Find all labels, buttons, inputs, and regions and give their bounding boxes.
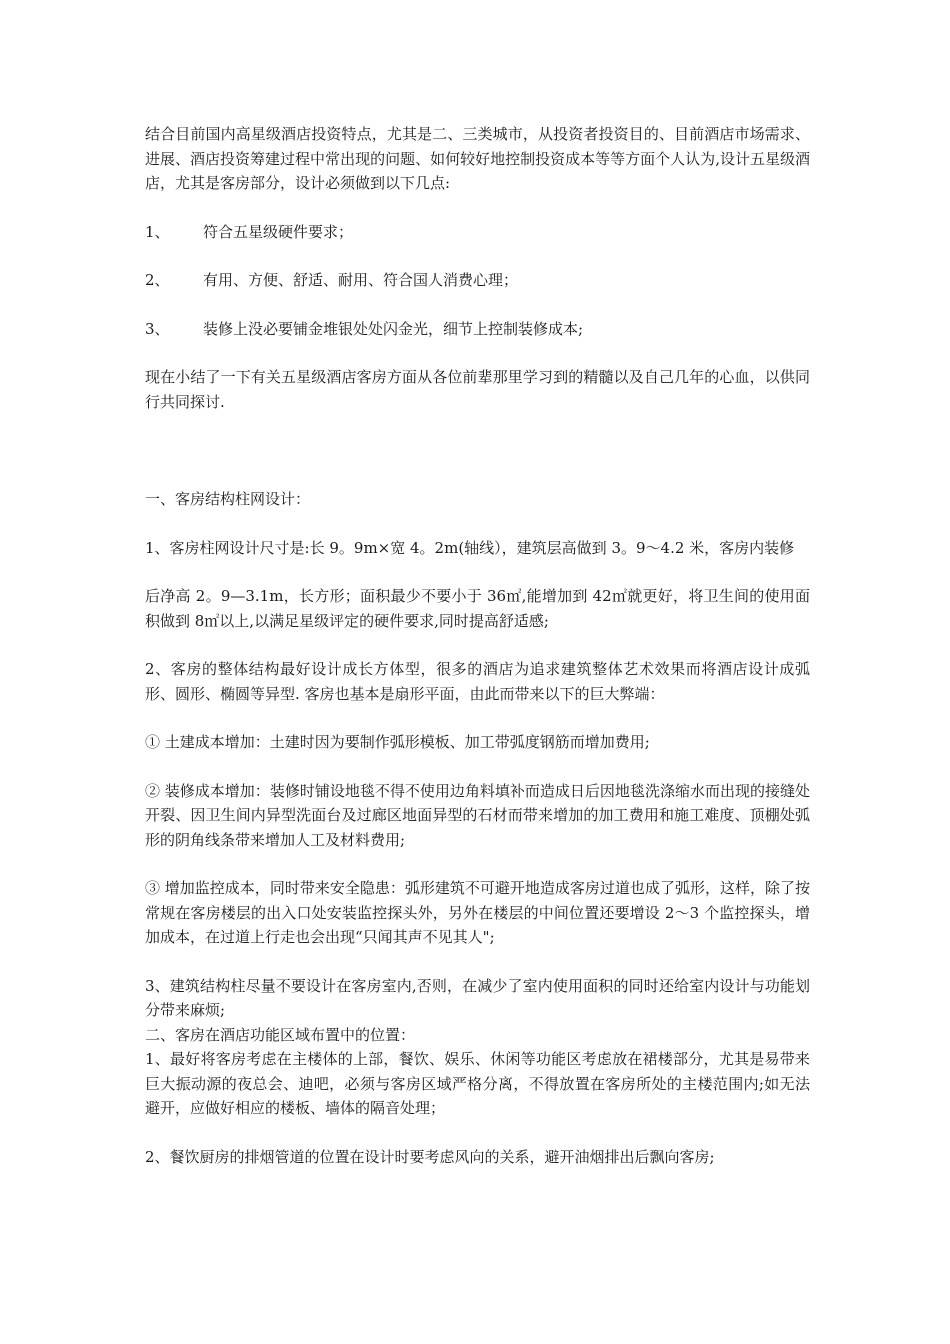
intro-summary-paragraph: 现在小结了一下有关五星级酒店客房方面从各位前辈那里学习到的精髓以及自己几年的心血，以供同行共同探讨. bbox=[145, 368, 810, 411]
section1-paragraph-decoration-cost: ② 装修成本增加：装修时铺设地毯不得不使用边角料填补而造成日后因地毯洗涤缩水而出现的接缝处开裂、因卫生间内异型洗面台及过廊区地面异型的石材而带来增加的加工费用和施工难度、顶棚处弧形的阴角线条带来增加人工及材料费用; bbox=[145, 781, 810, 849]
list-item bbox=[145, 317, 810, 342]
section1-paragraph-column-grid: 1、客房柱网设计尺寸是:长 9。9m×宽 4。2m(轴线），建筑层高做到 3。9～4.2 米，客房内装修 bbox=[145, 538, 795, 557]
list-item-number: 1、 bbox=[145, 222, 170, 241]
section1-paragraph-columns: 3、建筑结构柱尽量不要设计在客房室内,否则，在减少了室内使用面积的同时还给室内设计与功能划分带来麻烦; bbox=[145, 976, 810, 1019]
list-item bbox=[145, 268, 810, 293]
section1-paragraph-clear-height: 后净高 2。9—3.1m，长方形；面积最少不要小于 36㎡,能增加到 42㎡就更好，将卫生间的使用面积做到 8㎡以上,以满足星级评定的硬件要求,同时提高舒适感; bbox=[145, 587, 810, 630]
section1-paragraph-monitoring-cost: ③ 增加监控成本，同时带来安全隐患：弧形建筑不可避开地造成客房过道也成了弧形，这样，除了按常规在客房楼层的出入口处安装监控探头外，另外在楼层的中间位置还要增设 2～3 个监控探头，增加成本，在过道上行走也会出现“只闻其声不见其人"; bbox=[145, 879, 810, 946]
section1-paragraph-shape: 2、客房的整体结构最好设计成长方体型，很多的酒店为追求建筑整体艺术效果而将酒店设计成弧形、圆形、椭圆等异型. 客房也基本是扇形平面，由此而带来以下的巨大弊端： bbox=[145, 660, 810, 703]
section1-heading: 一、客房结构柱网设计： bbox=[145, 490, 311, 508]
intro-paragraph: 结合目前国内高星级酒店投资特点，尤其是二、三类城市，从投资者投资目的、目前酒店市场需求、进展、酒店投资筹建过程中常出现的问题、如何较好地控制投资成本等等方面个人认为,设计五星级酒店，尤其是客房部分，设计必须做到以下几点: bbox=[145, 125, 810, 192]
section2-paragraph-exhaust: 2、餐饮厨房的排烟管道的位置在设计时要考虑风向的关系，避开油烟排出后飘向客房; bbox=[145, 1147, 715, 1166]
list-item-number: 2、 bbox=[145, 271, 170, 289]
list-item-text: 符合五星级硬件要求； bbox=[203, 222, 354, 241]
document-body bbox=[145, 122, 810, 1169]
list-item-text: 有用、方便、舒适、耐用、符合国人消费心理； bbox=[203, 271, 519, 289]
list-item-text: 装修上没必要铺金堆银处处闪金光，细节上控制装修成本; bbox=[203, 319, 584, 338]
list-item-number: 3、 bbox=[145, 319, 170, 338]
section2-paragraph-location: 1、最好将客房考虑在主楼体的上部，餐饮、娱乐、休闲等功能区考虑放在裙楼部分，尤其是易带来巨大振动源的夜总会、迪吧，必须与客房区域严格分离，不得放置在客房所处的主楼范围内;如无法避开，应做好相应的楼板、墙体的隔音处理； bbox=[145, 1050, 810, 1117]
section2-heading: 二、客房在酒店功能区域布置中的位置： bbox=[145, 1025, 416, 1044]
list-item bbox=[145, 220, 810, 245]
section1-paragraph-civil-cost: ① 土建成本增加：土建时因为要制作弧形模板、加工带弧度钢筋而增加费用; bbox=[145, 733, 650, 751]
